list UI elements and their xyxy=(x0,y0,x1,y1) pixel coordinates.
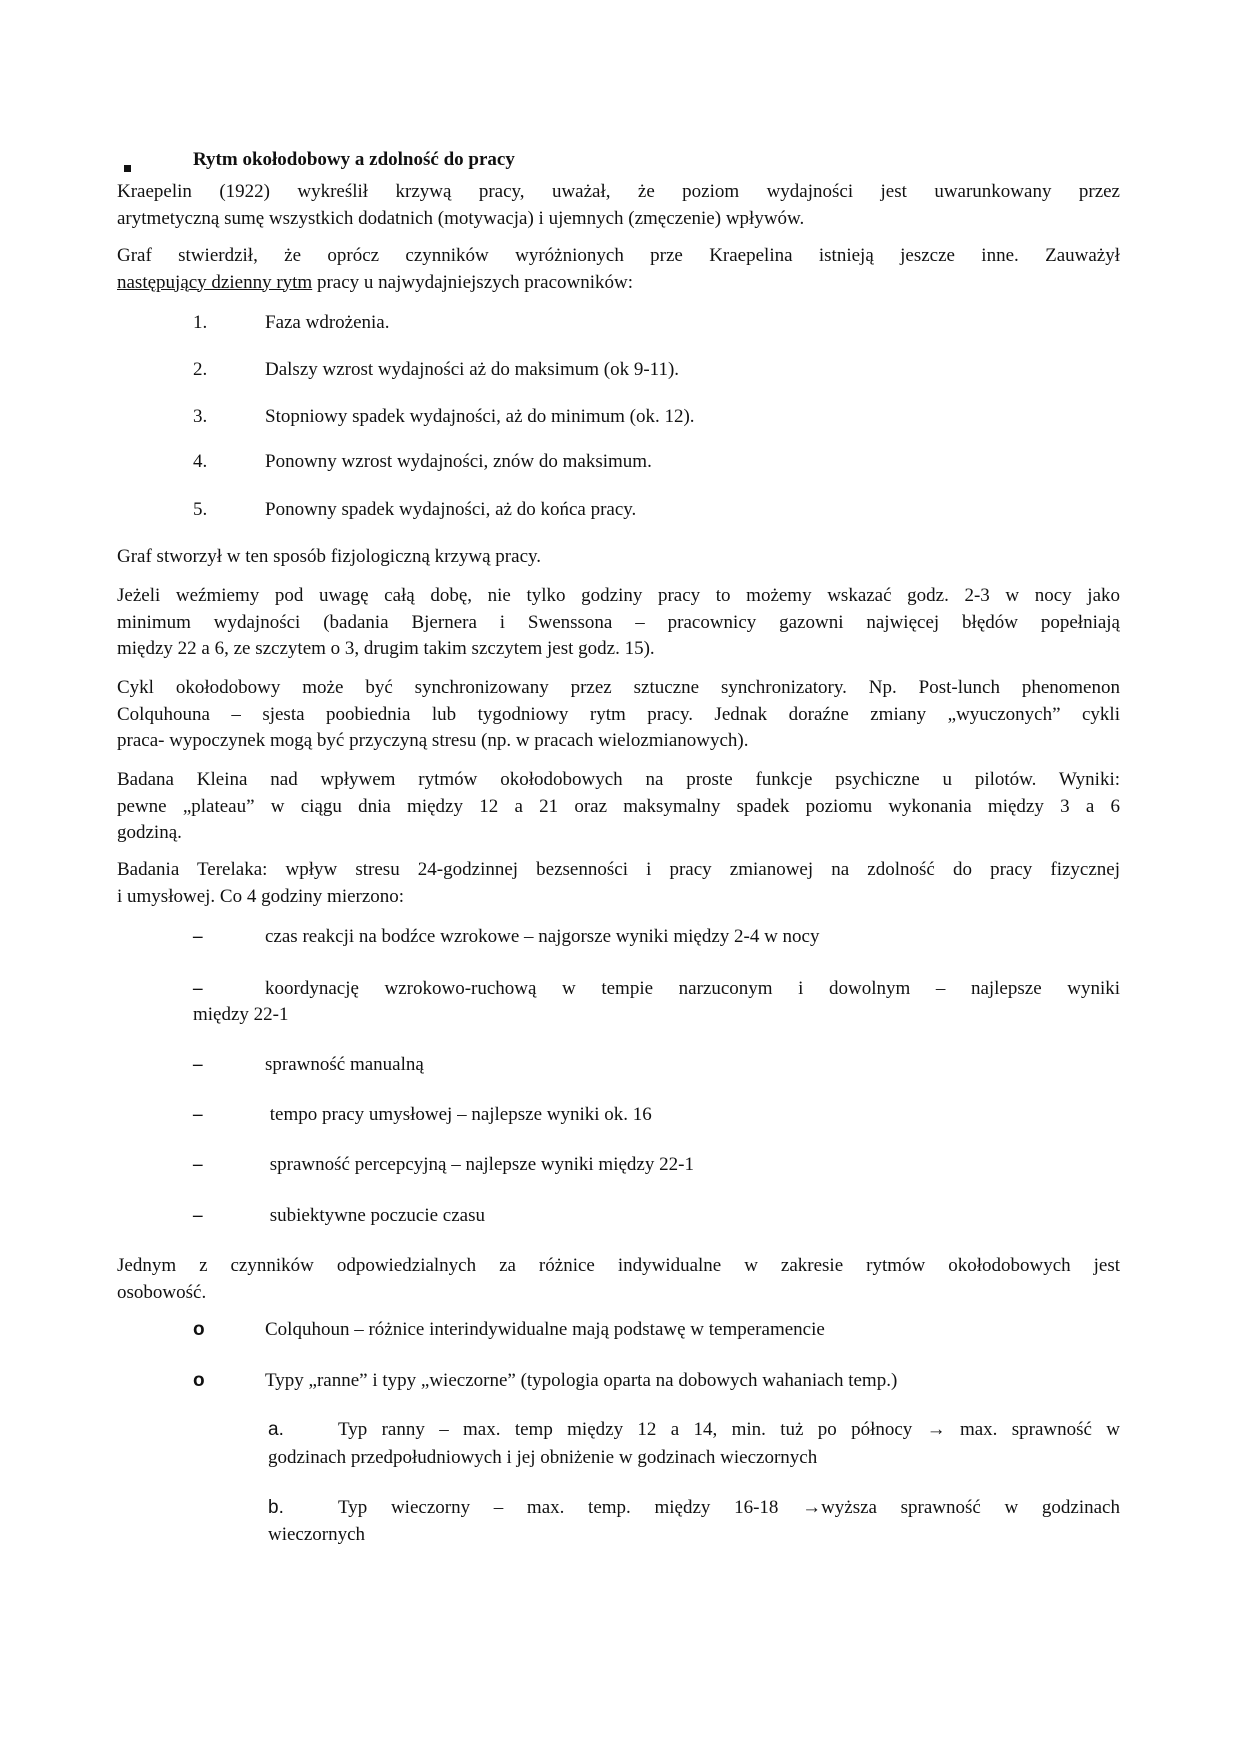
section-heading: Rytm okołodobowy a zdolność do pracy xyxy=(193,149,515,170)
text-line: arytmetyczną sumę wszystkich dodatnich (motywacja) i ujemnych (zmęczenie) wpływów. xyxy=(117,207,805,229)
text-line: pewne „plateau” w ciągu dnia między 12 a 21 oraz maksymalny spadek poziomu wykonania między 3 a 6 xyxy=(117,795,1120,817)
list-item: Colquhoun – różnice interindywidualne mają podstawę w temperamencie xyxy=(265,1319,825,1340)
underlined-phrase: następujący dzienny rytm xyxy=(117,271,313,293)
text-line: minimum wydajności (badania Bjernera i Swenssona – pracownicy gazowni najwięcej błędów popełniają xyxy=(117,611,1120,633)
list-number: 3. xyxy=(193,406,208,427)
text-line: Cykl okołodobowy może być synchronizowany przez sztuczne synchronizatory. Np. Post-lunch phenomenon xyxy=(117,677,1120,698)
text-line: między 22 a 6, ze szczytem o 3, drugim takim szczytem jest godz. 15). xyxy=(117,638,655,660)
list-item: Typy „ranne” i typy „wieczorne” (typologia oparta na dobowych wahaniach temp.) xyxy=(265,1370,898,1391)
dash-bullet-icon: – xyxy=(193,978,203,999)
list-number: 2. xyxy=(193,359,208,380)
paragraph-doba xyxy=(117,583,1120,663)
list-letter: b. xyxy=(268,1497,284,1518)
list-number: 4. xyxy=(193,451,208,472)
text-line: godziną. xyxy=(117,822,182,844)
list-item: Typ wieczorny – max. temp. między 16-18 →wyższa sprawność w godzinach xyxy=(338,1497,1120,1518)
list-item: sprawność percepcyjną – najlepsze wyniki między 22-1 xyxy=(265,1154,694,1175)
list-item: Typ ranny – max. temp między 12 a 14, min. tuż po północy → max. sprawność w xyxy=(338,1419,1120,1440)
dash-bullet-icon: – xyxy=(193,1054,203,1075)
text-line: osobowość. xyxy=(117,1281,207,1303)
text-line: Badana Kleina nad wpływem rytmów okołodobowych na proste funkcje psychiczne u pilotów. Wyniki: xyxy=(117,769,1120,790)
list-item: subiektywne poczucie czasu xyxy=(265,1205,485,1226)
circle-bullet-icon: o xyxy=(193,1319,205,1340)
text-line: Colquhouna – sjesta poobiednia lub tygodniowy rytm pracy. Jednak doraźne zmiany „wyuczonych” cykli xyxy=(117,703,1120,725)
text-line: Jeżeli weźmiemy pod uwagę całą dobę, nie tylko godziny pracy to możemy wskazać godz. 2-3 w nocy jako xyxy=(117,585,1120,606)
dash-bullet-icon: – xyxy=(193,1205,203,1226)
list-item: tempo pracy umysłowej – najlepsze wyniki ok. 16 xyxy=(265,1104,652,1125)
text-line: Jednym z czynników odpowiedzialnych za różnice indywidualne w zakresie rytmów okołodobowych jest xyxy=(117,1255,1120,1276)
list-item: Faza wdrożenia. xyxy=(265,312,390,333)
square-bullet-icon xyxy=(124,156,131,178)
list-item: Ponowny wzrost wydajności, znów do maksimum. xyxy=(265,451,652,472)
list-letter: a. xyxy=(268,1419,284,1440)
list-item: Stopniowy spadek wydajności, aż do minimum (ok. 12). xyxy=(265,406,695,427)
list-item: koordynację wzrokowo-ruchową w tempie narzuconym i dowolnym – najlepsze wyniki xyxy=(265,978,1120,999)
circle-bullet-icon: o xyxy=(193,1370,205,1391)
list-number: 5. xyxy=(193,499,208,520)
paragraph-terelaka xyxy=(117,857,1120,910)
paragraph-kleina xyxy=(117,767,1120,847)
list-item: Ponowny spadek wydajności, aż do końca pracy. xyxy=(265,499,637,520)
list-item-continuation: między 22-1 xyxy=(193,1004,289,1025)
paragraph-kraepelin xyxy=(117,179,1120,232)
list-number: 1. xyxy=(193,312,208,333)
paragraph-osobowosc xyxy=(117,1253,1120,1306)
paragraph-cykl xyxy=(117,675,1120,755)
list-item: Dalszy wzrost wydajności aż do maksimum (ok 9-11). xyxy=(265,359,680,380)
list-item: czas reakcji na bodźce wzrokowe – najgorsze wyniki między 2-4 w nocy xyxy=(265,926,820,947)
text-span: pracy u najwydajniejszych pracowników: xyxy=(312,271,634,293)
dash-bullet-icon: – xyxy=(193,926,203,947)
list-item-continuation: godzinach przedpołudniowych i jej obniżenie w godzinach wieczornych xyxy=(268,1447,818,1468)
text-line: praca- wypoczynek mogą być przyczyną stresu (np. w pracach wielozmianowych). xyxy=(117,730,749,752)
paragraph-graf xyxy=(117,243,1120,296)
text-line: i umysłowej. Co 4 godziny mierzono: xyxy=(117,885,405,907)
list-item: sprawność manualną xyxy=(265,1054,424,1075)
text-line xyxy=(117,270,1120,297)
text-line: Badania Terelaka: wpływ stresu 24-godzinnej bezsenności i pracy zmianowej na zdolność do pracy fizycznej xyxy=(117,859,1120,880)
paragraph-graf-curve: Graf stworzył w ten sposób fizjologiczną krzywą pracy. xyxy=(117,546,542,567)
text-line: Kraepelin (1922) wykreślił krzywą pracy, uważał, że poziom wydajności jest uwarunkowany przez xyxy=(117,181,1120,202)
dash-bullet-icon: – xyxy=(193,1104,203,1125)
dash-bullet-icon: – xyxy=(193,1154,203,1175)
text-line: Graf stwierdził, że oprócz czynników wyróżnionych prze Kraepelina istnieją jeszcze inne. Zauważył xyxy=(117,245,1120,266)
list-item-continuation: wieczornych xyxy=(268,1524,366,1545)
